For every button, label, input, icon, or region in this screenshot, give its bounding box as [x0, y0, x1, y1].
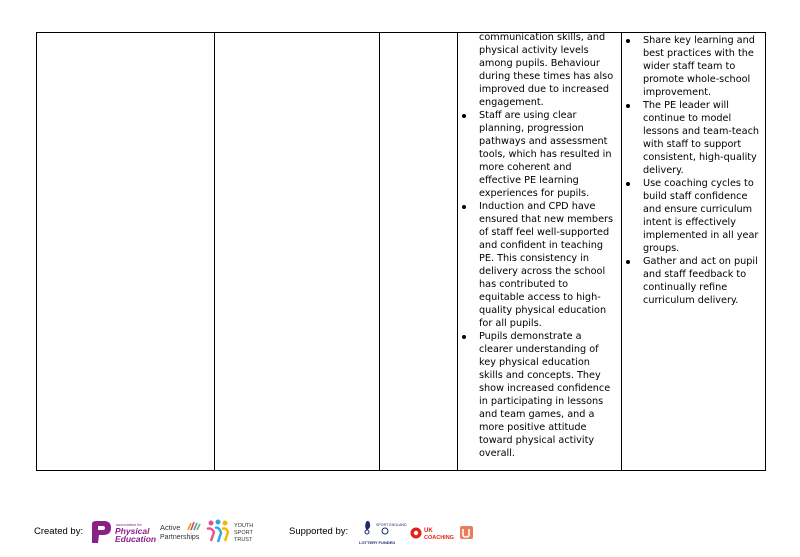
youth-sport-trust-logo	[205, 519, 260, 546]
svg-text:UK: UK	[424, 528, 433, 534]
svg-text:SPORT: SPORT	[234, 530, 253, 536]
uk-badge-logo	[459, 525, 475, 541]
sport-england-lottery-logo	[358, 518, 407, 548]
created-by-label: Created by:	[34, 526, 84, 537]
list-item: Gather and act on pupil and staff feedback to continually refine curriculum delivery.	[622, 255, 762, 307]
active-partnerships-mark-icon	[160, 522, 206, 544]
svg-text:TRUST: TRUST	[234, 537, 253, 543]
table-column-next-steps	[622, 33, 765, 470]
uk-coaching-mark-icon	[410, 524, 454, 542]
svg-text:Physical: Physical	[115, 526, 150, 536]
footer	[0, 518, 800, 548]
list-item: Induction and CPD have ensured that new members of staff feel well-supported and confident in teaching PE. This consistency in delivery across the school has contributed to equitable access to high-quality physical education for all pupils.	[458, 200, 615, 330]
afpe-mark-icon	[90, 520, 156, 544]
list-item: Staff are using clear planning, progression pathways and assessment tools, which has resulted in more coherent and effective PE learning experiences for pupils.	[458, 109, 615, 200]
svg-text:LOTTERY FUNDED: LOTTERY FUNDED	[359, 540, 396, 545]
svg-text:COACHING: COACHING	[424, 535, 454, 541]
svg-text:Partnerships: Partnerships	[160, 534, 200, 541]
active-partnerships-logo	[160, 522, 206, 544]
svg-text:Education: Education	[115, 534, 157, 544]
supported-by-label: Supported by:	[289, 526, 349, 537]
uk-badge-icon	[459, 525, 475, 541]
content-table	[36, 32, 766, 471]
svg-text:Active: Active	[160, 523, 181, 532]
table-column-2	[215, 33, 380, 470]
svg-text:association for: association for	[116, 522, 142, 527]
sport-england-mark-icon	[358, 518, 407, 548]
afpe-logo	[90, 520, 156, 544]
table-column-impact	[458, 33, 622, 470]
list-item: communication skills, and physical activity levels among pupils. Behaviour during these times has also improved due to increased engagement.	[479, 32, 614, 108]
youth-sport-trust-mark-icon	[205, 519, 260, 546]
impact-list	[458, 31, 615, 460]
list-item: The PE leader will continue to model lessons and team-teach with staff to support consistent, high-quality delivery.	[622, 99, 762, 177]
list-item: Use coaching cycles to build staff confidence and ensure curriculum intent is effectively implemented in all year groups.	[622, 177, 762, 255]
list-item: Pupils demonstrate a clearer understanding of key physical education skills and concepts. They show increased confidence in participating in lessons and team games, and a more positive attitude toward physical activity overall.	[458, 330, 615, 460]
table-column-3	[380, 33, 458, 470]
list-item: Share key learning and best practices with the wider staff team to promote whole-school improvement.	[622, 34, 762, 99]
table-column-1	[37, 33, 215, 470]
next-steps-list	[622, 34, 762, 307]
uk-coaching-logo	[410, 524, 454, 542]
svg-text:SPORT ENGLAND: SPORT ENGLAND	[376, 523, 407, 527]
svg-text:YOUTH: YOUTH	[234, 523, 254, 529]
